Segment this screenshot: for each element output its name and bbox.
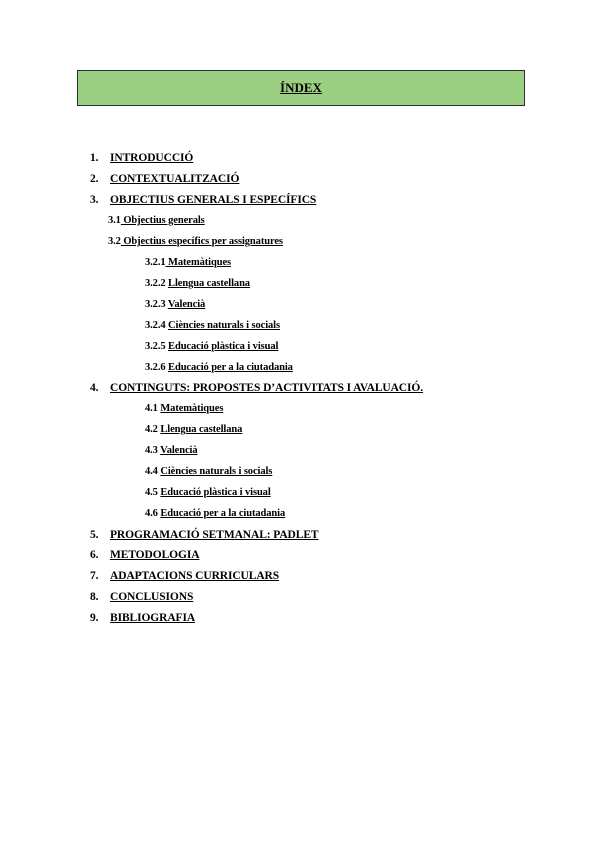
toc-entry[interactable] <box>108 235 283 249</box>
toc-entry-link[interactable]: Valencià <box>167 299 206 310</box>
toc-entry[interactable] <box>145 423 242 437</box>
toc-entry-link[interactable]: INTRODUCCIÓ <box>110 152 194 164</box>
toc-entry-number: 4.6 <box>145 508 158 519</box>
toc-entry[interactable] <box>90 611 195 625</box>
toc-entry[interactable] <box>90 590 193 604</box>
toc-entry-number: 4.2 <box>145 424 158 435</box>
toc-entry-link[interactable]: ADAPTACIONS CURRICULARS <box>110 570 280 582</box>
toc-entry-number: 2. <box>90 173 99 185</box>
toc-entry-link[interactable]: Matemàtiques <box>165 257 231 268</box>
toc-entry-link[interactable]: Educació per a la ciutadania <box>168 362 293 373</box>
toc-entry[interactable] <box>145 277 250 291</box>
toc-entry[interactable] <box>145 298 205 312</box>
toc-entry-number: 3.2.2 <box>145 278 166 289</box>
toc-entry-link[interactable]: Ciències naturals i socials <box>160 466 273 477</box>
toc-entry[interactable] <box>145 319 280 333</box>
toc-entry[interactable] <box>90 569 279 583</box>
toc-entry[interactable] <box>145 340 278 354</box>
toc-entry-link[interactable]: Valencià <box>160 445 198 456</box>
toc-entry-link[interactable]: Objectius específics per assignatures <box>120 236 283 247</box>
toc-entry[interactable] <box>145 444 198 458</box>
toc-entry[interactable] <box>145 465 272 479</box>
toc-entry-number: 4.4 <box>145 466 158 477</box>
toc-entry-number: 8. <box>90 591 99 603</box>
toc-entry-number: 3.2 <box>108 236 121 247</box>
toc-entry[interactable] <box>145 486 271 500</box>
index-title: ÍNDEX <box>280 80 322 95</box>
toc-entry[interactable] <box>145 507 285 521</box>
toc-entry-link[interactable]: OBJECTIUS GENERALS I ESPECÍFICS <box>110 194 317 206</box>
toc-entry-number: 3.1 <box>108 215 121 226</box>
toc-entry-number: 3. <box>90 194 99 206</box>
toc-entry-number: 6. <box>90 549 99 561</box>
toc-entry-number: 3.2.5 <box>145 341 166 352</box>
toc-entry[interactable] <box>90 151 193 165</box>
toc-entry-number: 5. <box>90 529 99 541</box>
toc-entry-number: 4.1 <box>145 403 158 414</box>
toc-entry-link[interactable]: BIBLIOGRAFIA <box>110 612 196 624</box>
toc-entry-number: 4. <box>90 382 99 394</box>
toc-entry[interactable] <box>90 193 316 207</box>
toc-entry[interactable] <box>90 381 423 395</box>
toc-entry-link[interactable]: Llengua castellana <box>168 278 250 289</box>
toc-entry-link[interactable]: CONTEXTUALITZACIÓ <box>110 173 240 185</box>
toc-entry-number: 3.2.4 <box>145 320 166 331</box>
toc-entry[interactable] <box>90 528 318 542</box>
toc-entry-number: 1. <box>90 152 99 164</box>
toc-entry-number: 7. <box>90 570 99 582</box>
index-title-box <box>77 70 525 106</box>
toc-entry-link[interactable]: CONCLUSIONS <box>110 591 194 603</box>
toc-entry[interactable] <box>90 548 199 562</box>
toc-entry-link[interactable]: Objectius generals <box>120 215 205 226</box>
toc-entry[interactable] <box>145 402 223 416</box>
toc-entry-number: 3.2.1 <box>145 257 166 268</box>
toc-entry[interactable] <box>90 172 239 186</box>
toc-entry-number: 4.5 <box>145 487 158 498</box>
toc-entry-link[interactable]: Educació plàstica i visual <box>168 341 279 352</box>
toc-entry-link[interactable]: Matemàtiques <box>160 403 224 414</box>
toc-entry-link[interactable]: PROGRAMACIÓ SETMANAL: PADLET <box>110 529 319 541</box>
toc-entry-link[interactable]: Ciències naturals i socials <box>168 320 280 331</box>
toc-entry-link[interactable]: Educació per a la ciutadania <box>160 508 286 519</box>
toc-entry-link[interactable]: Llengua castellana <box>160 424 243 435</box>
toc-entry-link[interactable]: METODOLOGIA <box>110 549 200 561</box>
toc-entry[interactable] <box>108 214 205 228</box>
toc-entry-number: 3.2.6 <box>145 362 166 373</box>
toc-entry-number: 4.3 <box>145 445 158 456</box>
toc-entry-number: 9. <box>90 612 99 624</box>
toc-entry-number: 3.2.3 <box>145 299 166 310</box>
toc-entry[interactable] <box>145 361 293 375</box>
toc-entry-link[interactable]: CONTINGUTS: PROPOSTES D’ACTIVITATS I AVALUACIÓ. <box>110 382 424 394</box>
toc-entry-link[interactable]: Educació plàstica i visual <box>160 487 271 498</box>
toc-entry[interactable] <box>145 256 231 270</box>
